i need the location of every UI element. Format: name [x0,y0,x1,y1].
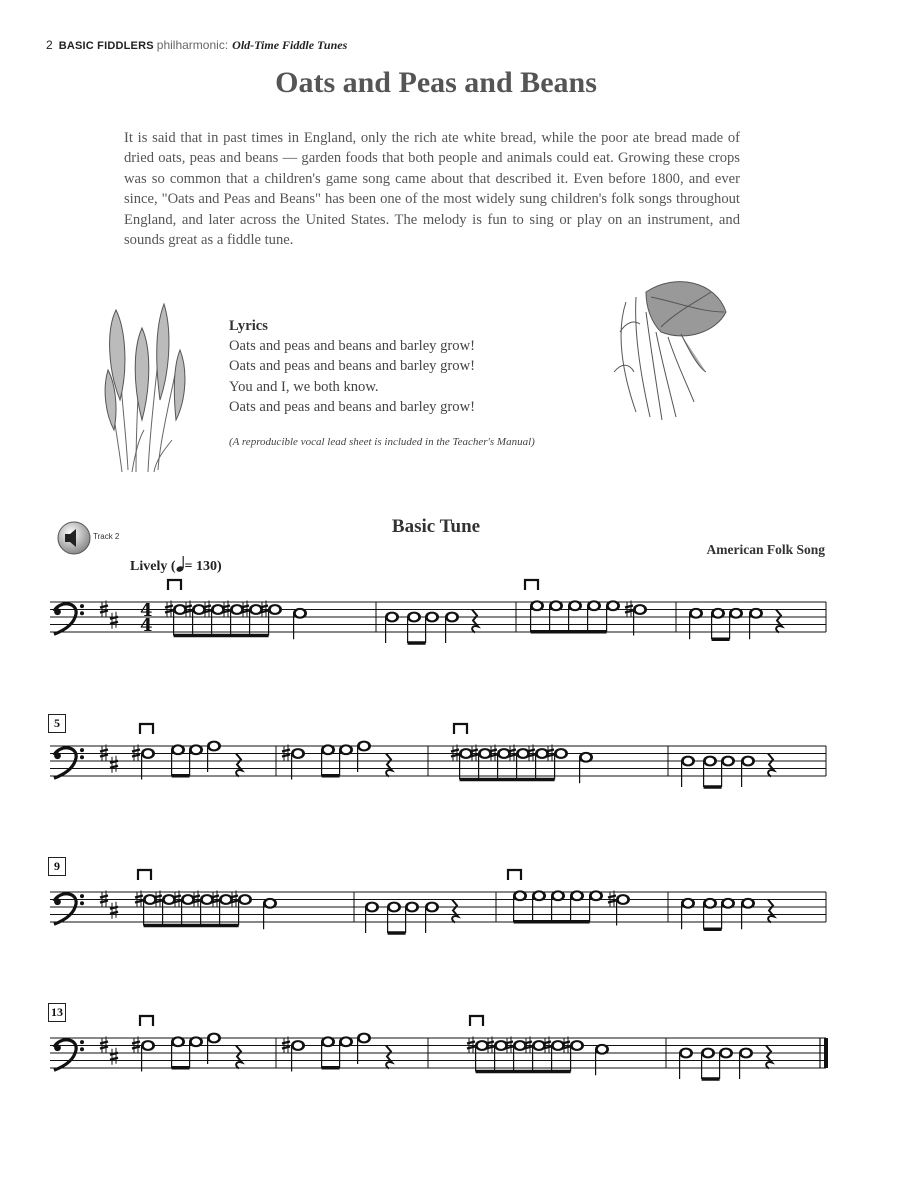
notehead [516,1042,524,1049]
time-signature: 4 [140,615,153,636]
bass-clef [80,755,84,759]
sharp-sign [100,901,108,903]
sharp-sign [467,1047,475,1049]
note [606,600,620,611]
notehead [408,904,416,911]
down-bow-mark [140,724,153,734]
quarter-rest [766,1046,772,1069]
notehead [573,1042,581,1049]
sharp-sign [486,1042,494,1044]
note [568,600,582,611]
note [530,600,544,611]
tempo-word: Lively ( [130,559,176,574]
quarter-rest [452,900,458,923]
sharp-sign [100,611,108,613]
sharp-sign [184,606,192,608]
notehead [706,900,714,907]
sharp-sign [100,606,108,608]
notehead [742,1050,750,1057]
sharp-sign [100,1042,108,1044]
notehead [592,892,600,899]
bass-clef [80,604,84,608]
sharp-sign [625,611,633,613]
notehead [682,1050,690,1057]
note [579,752,593,763]
note [570,890,584,901]
down-bow-mark [508,870,521,880]
down-bow-mark [454,724,467,734]
notehead [210,743,218,750]
bass-clef [54,752,61,759]
note [513,890,527,901]
note [293,608,307,619]
measure-number: 9 [48,857,66,876]
tune-title: Basic Tune [391,516,481,537]
note [551,890,565,901]
note [749,608,763,619]
sharp-sign [508,750,516,752]
notehead [174,1038,182,1045]
note [587,600,601,611]
bass-clef [54,894,76,924]
notehead [252,606,260,613]
notehead [144,1042,152,1049]
note [689,608,703,619]
sharp-sign [100,750,108,752]
quarter-rest [236,754,242,777]
notehead [554,1042,562,1049]
notehead [192,746,200,753]
notehead [732,610,740,617]
sharp-sign [203,606,211,608]
notehead [428,904,436,911]
notehead [724,900,732,907]
notehead [324,746,332,753]
notehead [752,610,760,617]
down-bow-mark [140,1016,153,1026]
bass-clef [54,898,61,905]
lead-sheet-note: (A reproducible vocal lead sheet is included in the Teacher's Manual) [229,436,535,448]
bass-clef [54,1044,61,1051]
sharp-sign [608,896,616,898]
notehead [214,606,222,613]
notehead [519,750,527,757]
quarter-rest [776,610,782,633]
lyrics-heading: Lyrics [229,318,268,334]
note [721,756,735,767]
sharp-sign [132,750,140,752]
notehead [342,746,350,753]
sharp-sign [608,901,616,903]
notehead [195,606,203,613]
notehead [481,750,489,757]
notehead [342,1038,350,1045]
sharp-sign [154,896,162,898]
notehead [571,602,579,609]
notehead [203,896,211,903]
notehead [744,900,752,907]
notehead [222,896,230,903]
note [616,894,630,905]
down-bow-mark [168,580,181,590]
notehead [684,900,692,907]
notehead [428,614,436,621]
bass-clef [80,611,84,615]
quarter-rest [236,1046,242,1069]
notehead [714,610,722,617]
notehead [533,602,541,609]
sharp-sign [132,1047,140,1049]
note [171,744,185,755]
note [189,1036,203,1047]
note [532,890,546,901]
note [633,604,647,615]
notehead [590,602,598,609]
sharp-sign [110,766,118,768]
notehead [410,614,418,621]
sharp-sign [100,755,108,757]
notehead [724,758,732,765]
notehead [744,758,752,765]
notehead [174,746,182,753]
down-bow-mark [525,580,538,590]
sharp-sign [282,750,290,752]
notehead [192,1038,200,1045]
note [365,902,379,913]
note [387,902,401,913]
quarter-rest [768,900,774,923]
note [321,1036,335,1047]
notehead [165,896,173,903]
composer-credit: American Folk Song [706,542,825,557]
notehead [241,896,249,903]
notehead [448,614,456,621]
notehead [360,1035,368,1042]
note [141,1040,155,1051]
sharp-sign [135,901,143,903]
sharp-sign [110,912,118,914]
notehead [557,750,565,757]
sharp-sign [230,896,238,898]
note [739,1048,753,1059]
bass-clef [54,748,76,778]
sharp-sign [222,606,230,608]
note [589,890,603,901]
sharp-sign [543,1042,551,1044]
note [425,902,439,913]
quarter-rest [386,1046,392,1069]
notehead [368,904,376,911]
note [141,748,155,759]
bass-clef [54,608,61,615]
measure-number: 13 [48,1003,66,1022]
quarter-rest [768,754,774,777]
note [171,1036,185,1047]
note [729,608,743,619]
sharp-sign [135,896,143,898]
notehead [692,610,700,617]
down-bow-mark [138,870,151,880]
sharp-sign [546,750,554,752]
note [357,741,371,752]
intro-paragraph: It is said that in past times in England, only the rich ate white bread, while the poor ate bread made of dried oats, peas and beans — garden foods that both people and animals could eat. Growing these crops was so common that a children's game song came about that described it. Even before 1800, and ever since, "Oats and Peas and Beans" has been one of the most widely sung children's folk songs throughout England, and later across the United States. The melody is fun to sing or play on an instrument, and sounds great as a fiddle tune. [124,130,740,249]
sharp-sign [173,896,181,898]
notehead [176,606,184,613]
sharp-sign [132,755,140,757]
notehead [598,1046,606,1053]
time-signature: 4 [140,600,153,621]
bass-clef [54,1040,76,1070]
note [679,1048,693,1059]
notehead [573,892,581,899]
sharp-sign [132,1042,140,1044]
notehead [636,606,644,613]
note [549,600,563,611]
notehead [233,606,241,613]
down-bow-mark [470,1016,483,1026]
notehead [722,1050,730,1057]
note [407,612,421,623]
lyrics-line: You and I, we both know. [229,378,379,395]
note [741,756,755,767]
bass-clef [80,1047,84,1051]
notehead [462,750,470,757]
notehead [619,896,627,903]
sharp-sign [241,606,249,608]
lyrics-line: Oats and peas and beans and barley grow! [229,358,475,375]
quarter-rest [386,754,392,777]
bass-clef [80,748,84,752]
note [554,748,568,759]
sharp-sign [110,622,118,624]
track-label: Track 2 [93,532,120,541]
notehead [535,892,543,899]
tempo-value: = 130) [184,559,222,574]
sharp-sign [100,896,108,898]
notehead [324,1038,332,1045]
sharp-sign [282,1042,290,1044]
note [711,608,725,619]
note [445,612,459,623]
notehead [144,750,152,757]
sharp-sign [505,1042,513,1044]
note [268,604,282,615]
notehead [684,758,692,765]
sharp-sign [100,1047,108,1049]
sharp-sign [489,750,497,752]
note [357,1033,371,1044]
sharp-sign [192,896,200,898]
note [721,898,735,909]
page-number: 2 [46,38,53,52]
note [238,894,252,905]
notehead [706,758,714,765]
page-title: Oats and Peas and Beans [275,66,597,99]
bass-clef [80,894,84,898]
note [681,898,695,909]
note [263,898,277,909]
sharp-sign [562,1042,570,1044]
notehead [535,1042,543,1049]
lyrics-line: Oats and peas and beans and barley grow! [229,398,475,415]
note [719,1048,733,1059]
note [405,902,419,913]
notehead [390,904,398,911]
sharp-sign [467,1042,475,1044]
notehead [500,750,508,757]
sharp-sign [625,606,633,608]
notehead [360,743,368,750]
measure-number: 5 [48,714,66,733]
notehead [582,754,590,761]
sharp-sign [451,755,459,757]
sharp-sign [527,750,535,752]
note [339,744,353,755]
bass-clef [80,901,84,905]
note [595,1044,609,1055]
sharp-sign [165,611,173,613]
sharp-sign [165,606,173,608]
book-subtitle: Old-Time Fiddle Tunes [232,38,348,52]
note [321,744,335,755]
note [570,1040,584,1051]
note [425,612,439,623]
series-name: BASIC FIDDLERS [58,40,154,52]
sharp-sign [470,750,478,752]
sharp-sign [282,1047,290,1049]
sharp-sign [524,1042,532,1044]
notehead [294,750,302,757]
notehead [552,602,560,609]
notehead [516,892,524,899]
notehead [146,896,154,903]
sharp-sign [451,750,459,752]
lyrics-line: Oats and peas and beans and barley grow! [229,338,475,355]
sharp-sign [110,1058,118,1060]
notehead [609,602,617,609]
note [703,756,717,767]
notehead [554,892,562,899]
sharp-sign [211,896,219,898]
note [207,741,221,752]
note [291,748,305,759]
bass-clef [80,1040,84,1044]
notehead [184,896,192,903]
note [741,898,755,909]
note [339,1036,353,1047]
notehead [294,1042,302,1049]
note [681,756,695,767]
note [189,744,203,755]
notehead [271,606,279,613]
bass-clef [54,604,76,634]
notehead [538,750,546,757]
notehead [266,900,274,907]
sharp-sign [260,606,268,608]
note [207,1033,221,1044]
notehead [210,1035,218,1042]
note [291,1040,305,1051]
note [385,612,399,623]
note [703,898,717,909]
note [701,1048,715,1059]
brand-name: philharmonic: [156,38,229,52]
sharp-sign [282,755,290,757]
notehead [296,610,304,617]
notehead [704,1050,712,1057]
quarter-rest [472,610,478,633]
notehead [497,1042,505,1049]
notehead [478,1042,486,1049]
notehead [388,614,396,621]
